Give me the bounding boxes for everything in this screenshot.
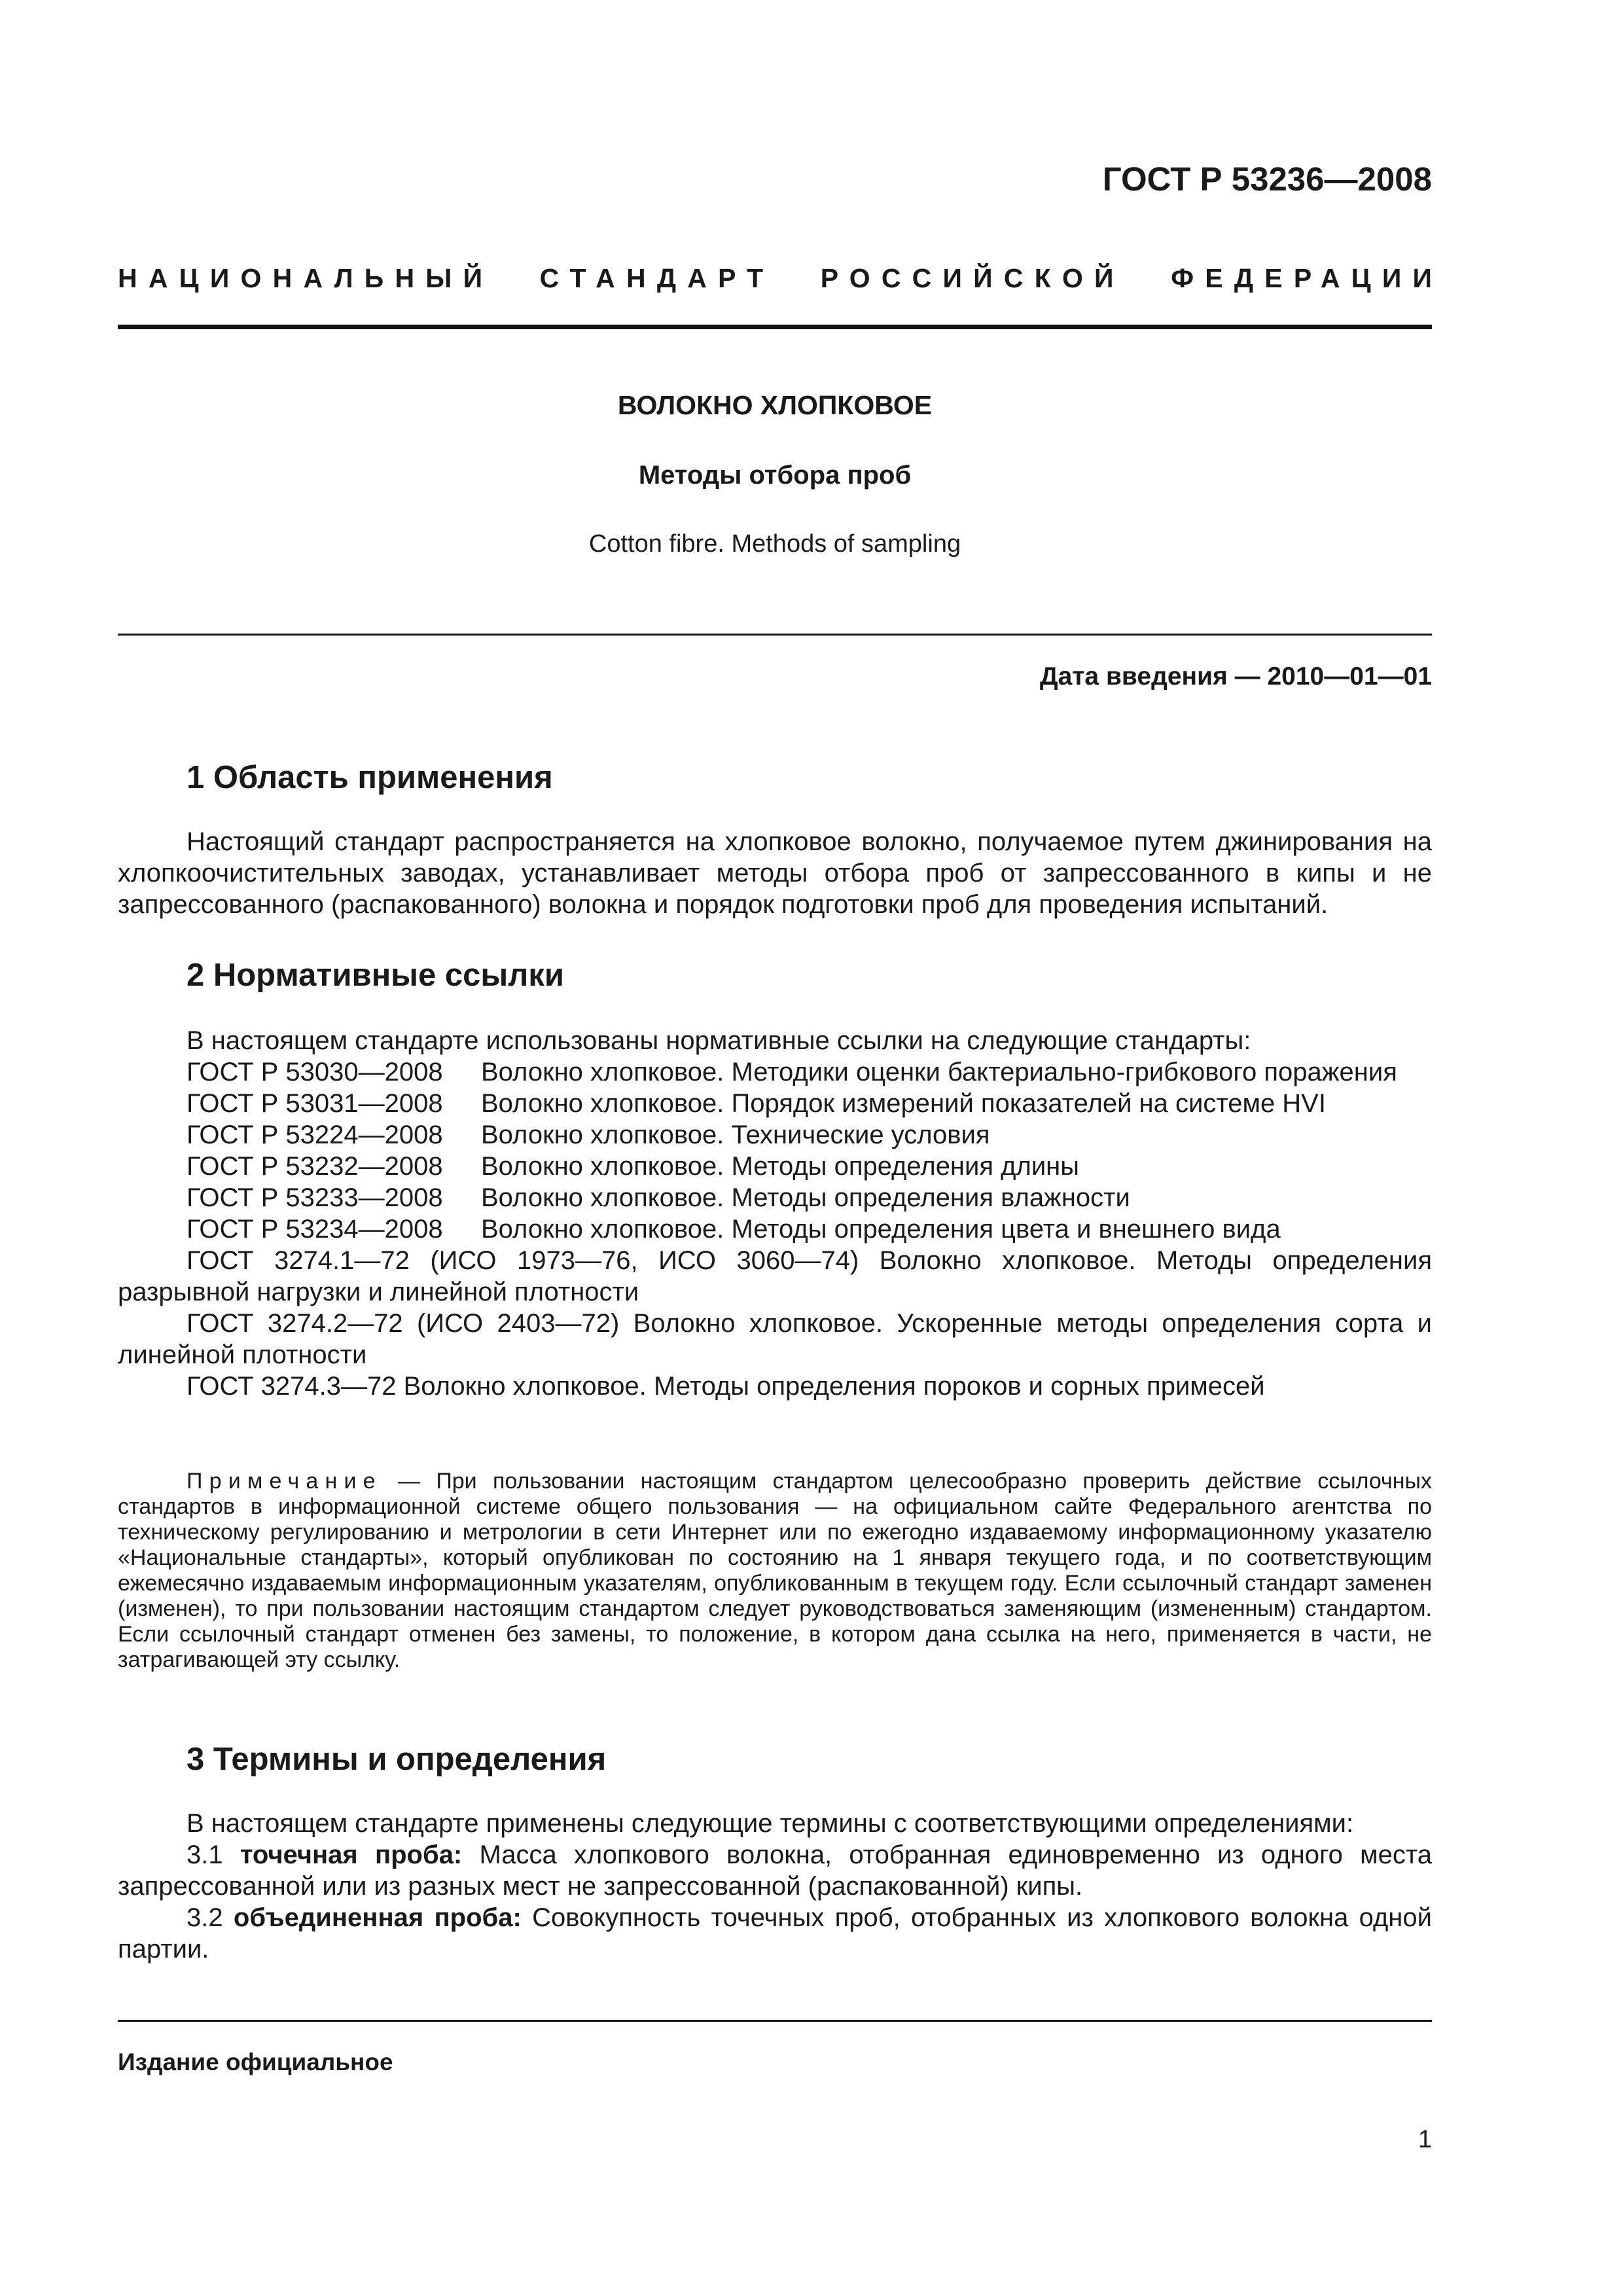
section-3-body [118,1808,1432,1965]
standard-banner [118,263,1444,294]
reference-code: ГОСТ Р 53232—2008 [187,1152,443,1181]
section-1-body [118,826,1432,920]
footer-divider [118,2020,1432,2022]
references-note [118,1469,1432,1673]
edition-label: Издание официальное [118,2049,393,2075]
title-divider [118,634,1432,636]
reference-item: ГОСТ 3274.1—72 (ИСО 1973—76, ИСО 3060—74) Волокно хлопковое. Методы определения разрывной нагрузки и линейной плотности [118,1246,1432,1306]
introduction-date: Дата введения — 2010—01—01 [1039,662,1432,691]
references-intro: В настоящем стандарте использованы нормативные ссылки на следующие стандарты: [187,1026,1251,1055]
term-name: объединенная проба: [233,1903,522,1932]
section-2-heading: 2 Нормативные ссылки [187,958,564,993]
document-title: ВОЛОКНО ХЛОПКОВОЕ [617,390,933,420]
reference-title: Волокно хлопковое. Методы определения цвета и внешнего вида [481,1215,1281,1244]
reference-title: Волокно хлопковое. Методы определения длины [481,1152,1080,1181]
reference-item [118,1151,1432,1182]
term-number: 3.1 [187,1840,223,1869]
reference-item [118,1088,1432,1119]
banner-word: ФЕДЕРАЦИИ [1171,263,1444,293]
banner-word: СТАНДАРТ [539,263,775,293]
banner-word: НАЦИОНАЛЬНЫЙ [118,263,494,293]
reference-title: Волокно хлопковое. Методики оценки бактериально-грибкового поражения [481,1058,1397,1086]
note-body: — При пользовании настоящим стандартом целесообразно проверить действие ссылочных стандартов в информационной системе общего пользования — на официальном сайте Федерального агентства по техническому регулированию и метрологии в сети Интернет или по ежегодно издаваемому информационному указателю «Национальные стандарты», который опубликован по состоянию на 1 января текущего года, и по соответствующим ежемесячно издаваемым информационным указателям, опубликованным в текущем году. Если ссылочный стандарт заменен (изменен), то при пользовании настоящим стандартом следует руководствоваться заменяющим (измененным) стандартом. Если ссылочный стандарт отменен без замены, то положение, в котором дана ссылка на него, применяется в части, не затрагивающей эту ссылку. [118,1469,1432,1672]
reference-item [118,1213,1432,1245]
section-1-heading: 1 Область применения [187,760,553,795]
reference-item: ГОСТ 3274.2—72 (ИСО 2403—72) Волокно хлопковое. Ускоренные методы определения сорта и линейной плотности [118,1309,1432,1369]
reference-code: ГОСТ Р 53233—2008 [187,1183,443,1212]
header-divider [118,325,1432,329]
reference-code: ГОСТ Р 53224—2008 [187,1121,443,1149]
note-paragraph [118,1469,1432,1673]
reference-item: ГОСТ 3274.3—72 Волокно хлопковое. Методы определения пороков и сорных примесей [187,1372,1265,1401]
terms-intro: В настоящем стандарте применены следующие термины с соответствующими определениями: [187,1809,1354,1838]
scope-paragraph: Настоящий стандарт распространяется на хлопковое волокно, получаемое путем джинирования на хлопкоочистительных заводах, устанавливает методы отбора проб от запрессованного в кипы и не запрессованного (распакованного) волокна и порядок подготовки проб для проведения испытаний. [118,827,1432,919]
term-number: 3.2 [187,1903,223,1932]
note-label: Примечание [187,1469,382,1494]
banner-word: РОССИЙСКОЙ [820,263,1125,293]
reference-code: ГОСТ Р 53030—2008 [187,1058,443,1086]
reference-code: ГОСТ Р 53234—2008 [187,1215,443,1244]
reference-title: Волокно хлопковое. Методы определения влажности [481,1183,1130,1212]
reference-code: ГОСТ Р 53031—2008 [187,1089,443,1118]
english-title: Cotton fibre. Methods of sampling [588,530,961,558]
term-item [118,1839,1432,1902]
section-2-body [118,1025,1432,1402]
term-definition: Совокупность точечных проб, отобранных из хлопкового волокна одной партии. [118,1903,1432,1964]
reference-title: Волокно хлопковое. Порядок измерений показателей на системе HVI [481,1089,1326,1118]
reference-item [118,1182,1432,1213]
reference-title: Волокно хлопковое. Технические условия [481,1121,990,1149]
document-subtitle: Методы отбора проб [638,461,912,490]
term-name: точечная проба: [240,1840,463,1869]
document-number: ГОСТ Р 53236—2008 [1102,160,1432,198]
reference-item [118,1119,1432,1151]
term-definition: Масса хлопкового волокна, отобранная единовременно из одного места запрессованной или из разных мест не запрессованной (распакованной) кипы. [118,1840,1432,1901]
term-item [118,1902,1432,1965]
reference-item [118,1056,1432,1088]
page-number: 1 [1418,2126,1432,2153]
section-3-heading: 3 Термины и определения [187,1742,607,1777]
